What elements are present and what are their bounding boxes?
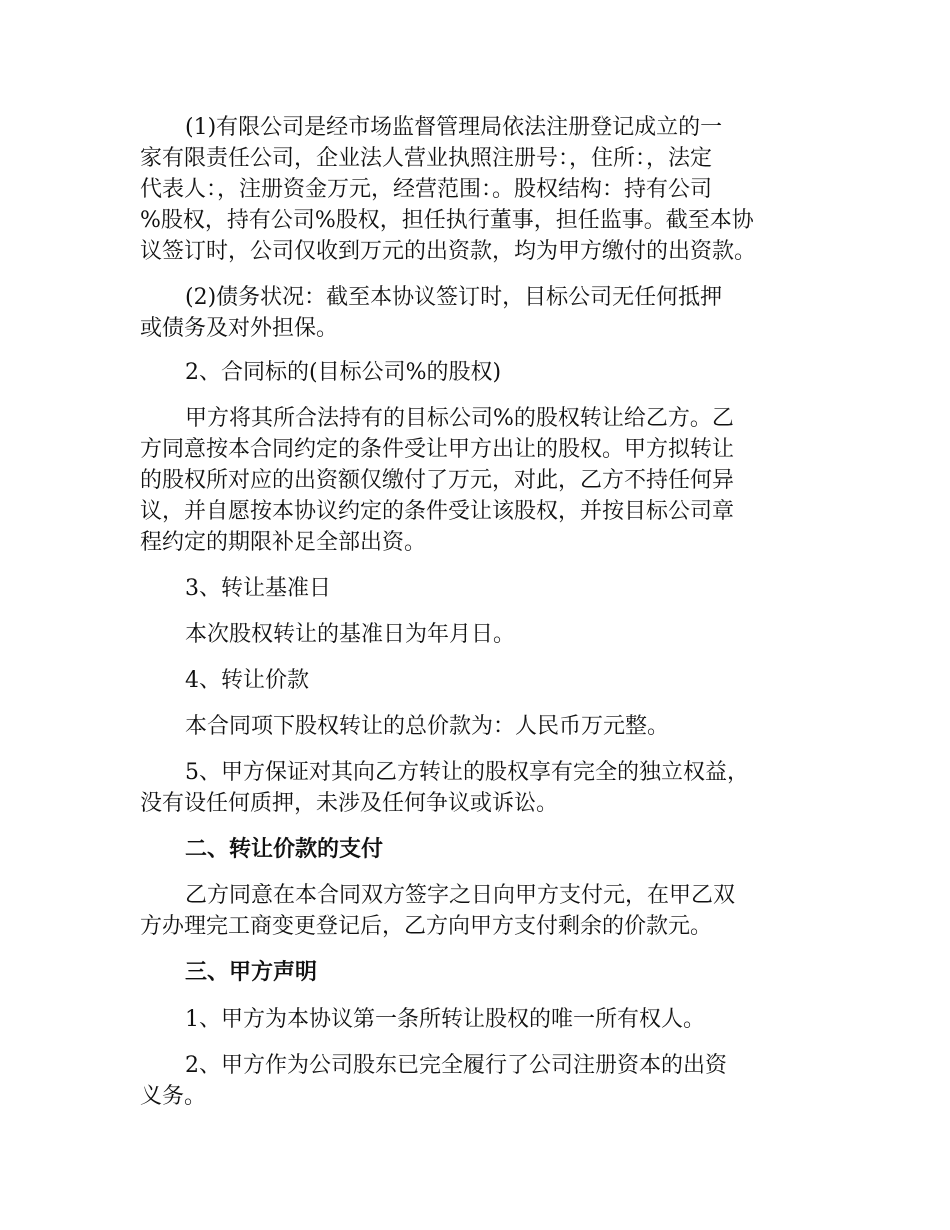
text-line: 方同意按本合同约定的条件受让甲方出让的股权。甲方拟转让 <box>140 437 735 462</box>
paragraph-total-price <box>140 711 830 742</box>
text-line: 2、合同标的(目标公司%的股权) <box>185 360 502 385</box>
text-line: 乙方同意在本合同双方签字之日向甲方支付元，在甲乙双 <box>185 883 736 908</box>
text-line: (1)有限公司是经市场监督管理局依法注册登记成立的一 <box>185 115 723 140</box>
text-line: 的股权所对应的出资额仅缴付了万元，对此，乙方不持任何异 <box>140 468 735 493</box>
text-line: 议签订时，公司仅收到万元的出资款，均为甲方缴付的出资款。 <box>140 239 757 264</box>
section-base-date <box>140 573 830 604</box>
text-line: 义务。 <box>140 1084 207 1109</box>
text-line: 议，并自愿按本协议约定的条件受让该股权，并按目标公司章 <box>140 499 735 524</box>
text-line: 方办理完工商变更登记后，乙方向甲方支付剩余的价款元。 <box>140 914 713 939</box>
heading-party-a-statement <box>140 957 830 988</box>
text-line: 本合同项下股权转让的总价款为：人民币万元整。 <box>185 714 670 739</box>
text-line: (2)债务状况：截至本协议签订时，目标公司无任何抵押 <box>185 285 723 310</box>
paragraph-company-info <box>140 112 830 267</box>
text-line: 没有设任何质押，未涉及任何争议或诉讼。 <box>140 791 559 816</box>
text-line: %股权，持有公司%股权，担任执行董事，担任监事。截至本协 <box>140 208 754 233</box>
paragraph-capital-obligation <box>140 1050 830 1112</box>
text-line: 4、转让价款 <box>185 668 309 693</box>
text-line: 程约定的期限补足全部出资。 <box>140 530 427 555</box>
section-contract-subject <box>140 357 830 388</box>
paragraph-equity-transfer <box>140 403 830 558</box>
text-line: 3、转让基准日 <box>185 576 331 601</box>
text-line: 甲方将其所合法持有的目标公司%的股权转让给乙方。乙 <box>185 406 734 431</box>
text-line: 5、甲方保证对其向乙方转让的股权享有完全的独立权益， <box>185 760 749 785</box>
paragraph-base-date <box>140 619 830 650</box>
paragraph-sole-owner <box>140 1004 830 1035</box>
paragraph-guarantee <box>140 757 830 819</box>
text-line: 1、甲方为本协议第一条所转让股权的唯一所有权人。 <box>185 1007 705 1032</box>
text-line: 代表人：，注册资金万元，经营范围：。股权结构：持有公司 <box>140 177 713 202</box>
paragraph-debt-status <box>140 282 830 344</box>
text-line: 2、甲方作为公司股东已完全履行了公司注册资本的出资 <box>185 1053 727 1078</box>
heading-payment <box>140 834 830 865</box>
text-line: 或债务及对外担保。 <box>140 316 339 341</box>
heading-text: 三、甲方声明 <box>185 960 318 985</box>
text-line: 本次股权转让的基准日为年月日。 <box>185 622 516 647</box>
paragraph-payment <box>140 880 830 942</box>
section-transfer-price <box>140 665 830 696</box>
text-line: 家有限责任公司，企业法人营业执照注册号：，住所：，法定 <box>140 146 713 171</box>
heading-text: 二、转让价款的支付 <box>185 837 384 862</box>
